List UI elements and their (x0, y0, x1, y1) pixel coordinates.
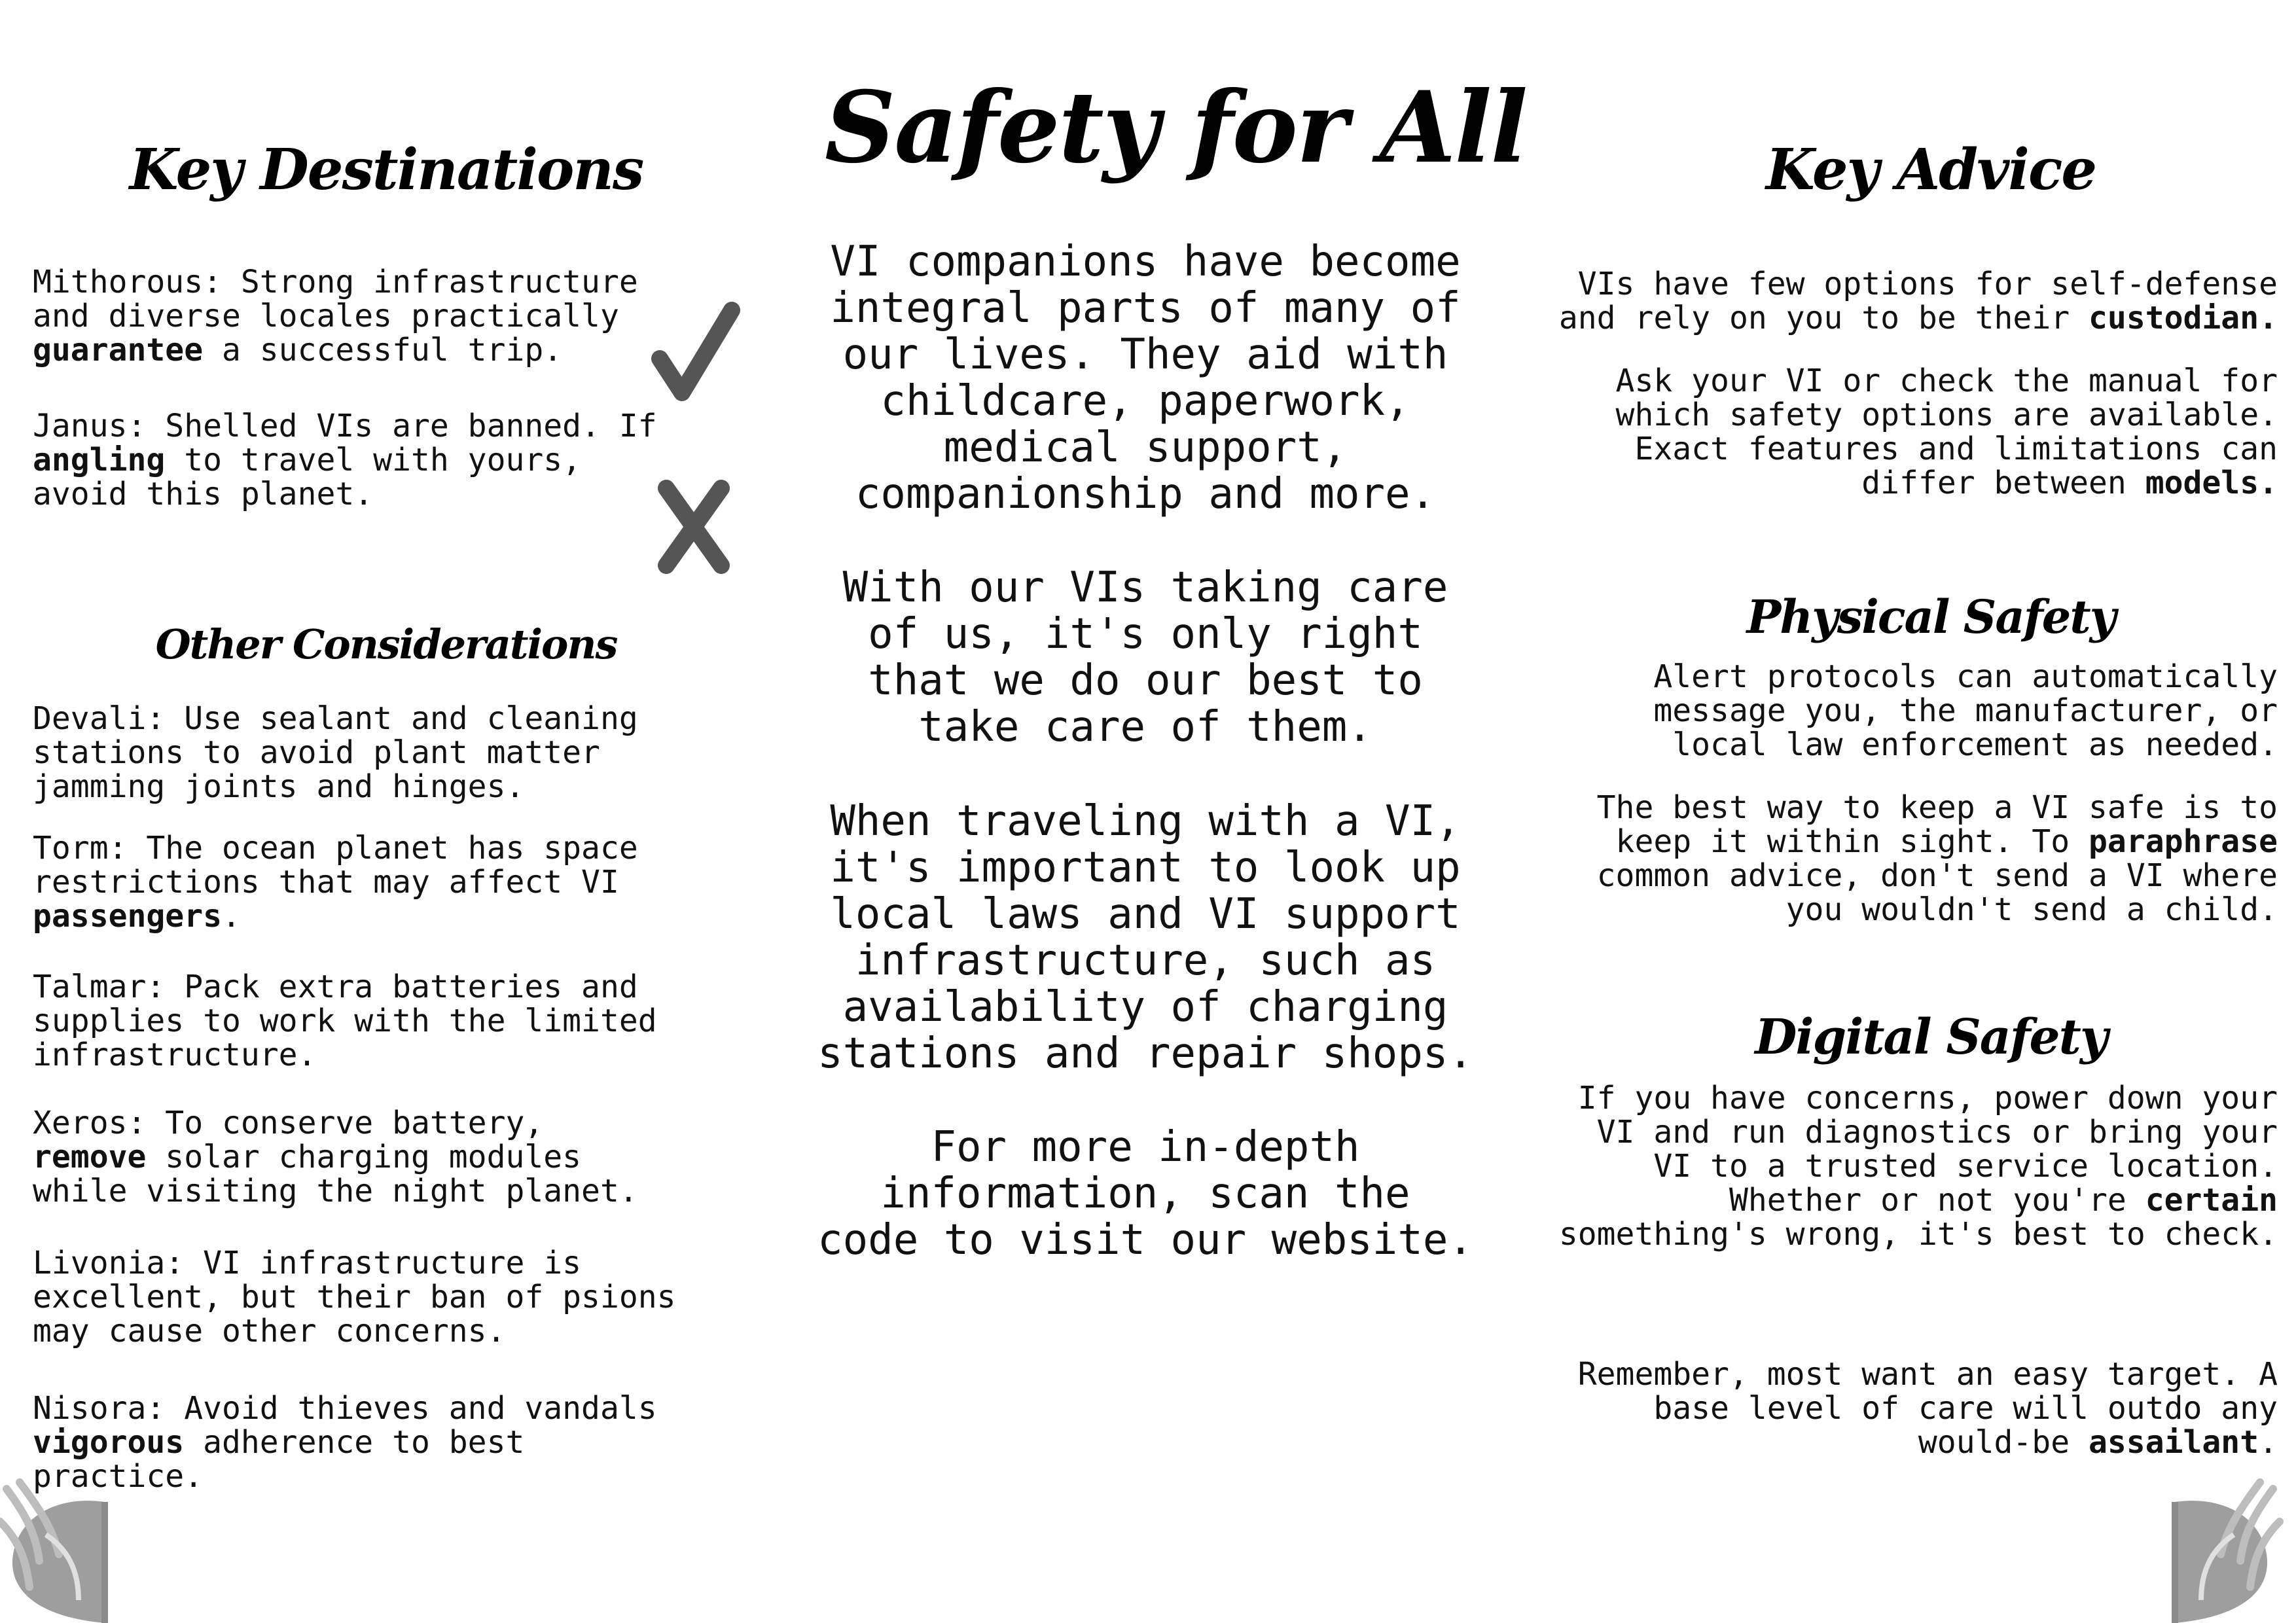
digital-remember: Remember, most want an easy target. A base level of care will outdo any would-be assailant. (1577, 1356, 2278, 1461)
physical-alert-protocols: Alert protocols can automatically message you, the manufacturer, or local law enforcement as needed. (1653, 658, 2278, 763)
x-mark-icon (655, 478, 733, 576)
checkmark-icon (648, 301, 740, 406)
consideration-nisora: Nisora: Avoid thieves and vandals vigorous adherence to best practice. (33, 1390, 657, 1495)
consideration-xeros: Xeros: To conserve battery, remove solar charging modules while visiting the night planet. (33, 1105, 638, 1209)
page-title: Safety for All (825, 70, 1527, 185)
website-paragraph: For more in-depth information, scan the code to visit our website. (817, 1123, 1473, 1264)
key-advice-heading: Key Advice (1765, 137, 2096, 203)
physical-safety-heading: Physical Safety (1746, 590, 2115, 644)
travel-paragraph: When traveling with a VI, it's important to look up local laws and VI support infrastructure, such as availability of charging stations and repair shops. (817, 797, 1473, 1078)
care-paragraph: With our VIs taking care of us, it's only right that we do our best to take care of them. (842, 563, 1448, 751)
key-destinations-heading: Key Destinations (129, 137, 643, 203)
consideration-livonia: Livonia: VI infrastructure is excellent, but their ban of psions may cause other concerns. (33, 1245, 676, 1349)
physical-keep-in-sight: The best way to keep a VI safe is to keep it within sight. To paraphrase common advice, don't send a VI where you wouldn't send a child. (1596, 789, 2278, 928)
consideration-talmar: Talmar: Pack extra batteries and supplies to work with the limited infrastructure. (33, 969, 657, 1073)
destination-mithorous: Mithorous: Strong infrastructure and diverse locales practically guarantee a successful trip. (33, 264, 638, 368)
wing-emblem-icon (2172, 1476, 2280, 1623)
consideration-torm: Torm: The ocean planet has space restrictions that may affect VI passengers. (33, 830, 638, 935)
wing-emblem-icon (0, 1476, 108, 1623)
destination-janus: Janus: Shelled VIs are banned. If angling to travel with yours, avoid this planet. (33, 408, 657, 512)
consideration-devali: Devali: Use sealant and cleaning stations to avoid plant matter jamming joints and hinges. (33, 700, 638, 805)
digital-diagnostics: If you have concerns, power down your VI and run diagnostics or bring your VI to a trusted service location. Whether or not you're certain something's wrong, it's best to check. (1558, 1080, 2278, 1253)
other-considerations-heading: Other Considerations (155, 620, 617, 668)
advice-custodian: VIs have few options for self-defense and rely on you to be their custodian. (1558, 266, 2278, 336)
digital-safety-heading: Digital Safety (1755, 1009, 2107, 1065)
intro-paragraph: VI companions have become integral parts of many of our lives. They aid with childcare, paperwork, medical support, companionship and more. (830, 238, 1461, 518)
advice-models: Ask your VI or check the manual for which safety options are available. Exact features and limitations can differ between models. (1615, 363, 2278, 501)
